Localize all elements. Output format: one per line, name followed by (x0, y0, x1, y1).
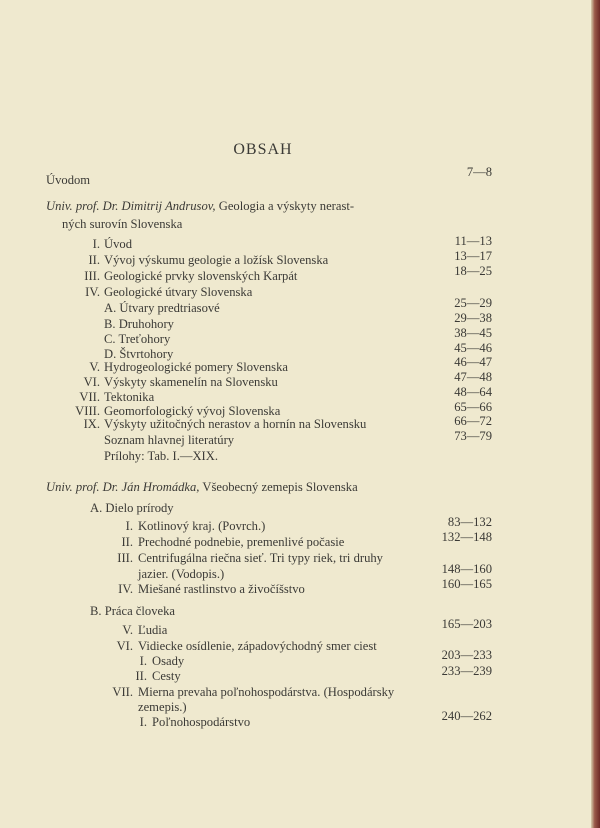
entry-pages: 47—48 (454, 370, 492, 384)
entry-pages: 45—46 (454, 341, 492, 355)
entry-pages: 29—38 (454, 311, 492, 325)
entry-title: Vývoj výskumu geologie a ložísk Slovenska (104, 253, 329, 267)
entry-numeral: VI. (116, 639, 133, 653)
intro-entry: Úvodom (46, 173, 91, 187)
entry-numeral: VII. (112, 685, 133, 699)
entry-pages: 132—148 (441, 530, 492, 544)
entry-pages: 46—47 (454, 355, 492, 369)
entry-title: jazier. (Vodopis.) (138, 567, 225, 581)
entry-pages: 165—203 (441, 617, 492, 631)
entry-title: Centrifugálna riečna sieť. Tri typy riek, tri druhy (138, 551, 383, 565)
entry-pages: 148—160 (441, 562, 492, 576)
page-title: OBSAH (233, 141, 293, 158)
part2-heading (46, 480, 358, 494)
entry-numeral: VI. (83, 375, 100, 389)
entry-pages: 18—25 (454, 264, 492, 278)
entry-title: Osady (152, 654, 185, 668)
entry-pages: 38—45 (454, 326, 492, 340)
entry-numeral: II. (135, 669, 147, 683)
entry-numeral: V. (89, 360, 100, 374)
entry-pages: 160—165 (441, 577, 492, 591)
entry-title: Ľudia (138, 623, 168, 637)
part1-title-cont: ných surovín Slovenska (62, 217, 183, 231)
entry-title: A. Dielo prírody (90, 501, 174, 515)
entry-numeral: II. (88, 253, 100, 267)
page-edge (591, 0, 600, 828)
entry-numeral: II. (121, 535, 133, 549)
entry-numeral: V. (122, 623, 133, 637)
entry-title: Tektonika (104, 390, 155, 404)
part2-title: Všeobecný zemepis Slovenska (202, 480, 358, 494)
entry-numeral: VIII. (75, 404, 100, 418)
entry-title: Prechodné podnebie, premenlivé počasie (138, 535, 345, 549)
entry-pages: 66—72 (454, 414, 492, 428)
entry-title: Geologické prvky slovenských Karpát (104, 269, 298, 283)
entry-pages: 11—13 (454, 234, 492, 248)
entry-numeral: IX. (83, 417, 100, 431)
entry-pages: 13—17 (454, 249, 492, 263)
entry-title: A. Útvary predtriasové (104, 301, 220, 315)
entry-numeral: IV. (118, 582, 133, 596)
entry-pages: 203—233 (441, 648, 492, 662)
entry-numeral: I. (139, 654, 147, 668)
entry-title: Hydrogeologické pomery Slovenska (104, 360, 288, 374)
intro-pages: 7—8 (466, 165, 492, 179)
entry-pages: 65—66 (454, 400, 492, 414)
entry-numeral: I. (139, 715, 147, 729)
entry-numeral: I. (92, 237, 100, 251)
entry-title: B. Práca človeka (90, 604, 175, 618)
part2-author: Univ. prof. Dr. Ján Hromádka, (46, 480, 200, 494)
entry-title: Prílohy: Tab. I.—XIX. (104, 449, 218, 463)
part1-heading (46, 199, 354, 213)
entry-pages: 25—29 (454, 296, 492, 310)
entry-title: Geomorfologický vývoj Slovenska (104, 404, 281, 418)
entry-title: zemepis.) (138, 700, 187, 714)
entry-title: Výskyty skamenelín na Slovensku (104, 375, 278, 389)
entry-pages: 83—132 (447, 515, 492, 529)
entry-numeral: III. (117, 551, 133, 565)
part1-title: Geologia a výskyty nerast- (218, 199, 355, 213)
entry-numeral: III. (84, 269, 100, 283)
entry-pages: 48—64 (454, 385, 492, 399)
entry-numeral: VII. (79, 390, 100, 404)
entry-title: Vidiecke osídlenie, západovýchodný smer ciest (138, 639, 377, 653)
entry-title: B. Druhohory (104, 317, 174, 331)
part1-author: Univ. prof. Dr. Dimitrij Andrusov, (46, 199, 216, 213)
entry-numeral: IV. (85, 285, 100, 299)
entry-title: Geologické útvary Slovenska (104, 285, 253, 299)
entry-title: Kotlinový kraj. (Povrch.) (138, 519, 266, 533)
entry-title: C. Treťohory (104, 332, 171, 346)
entry-title: Mierna prevaha poľnohospodárstva. (Hospodársky (138, 685, 395, 699)
entry-numeral: I. (125, 519, 133, 533)
entry-pages: 73—79 (454, 429, 492, 443)
entry-pages: 233—239 (441, 664, 492, 678)
entry-title: Miešané rastlinstvo a živočíšstvo (138, 582, 305, 596)
entry-title: Cesty (152, 669, 181, 683)
entry-title: Úvod (104, 237, 132, 251)
entry-title: D. Štvrtohory (104, 347, 174, 361)
entry-pages: 240—262 (441, 709, 492, 723)
entry-title: Poľnohospodárstvo (152, 715, 251, 729)
entry-title: Soznam hlavnej literatúry (104, 433, 235, 447)
entry-title: Výskyty užitočných nerastov a hornín na Slovensku (104, 417, 367, 431)
